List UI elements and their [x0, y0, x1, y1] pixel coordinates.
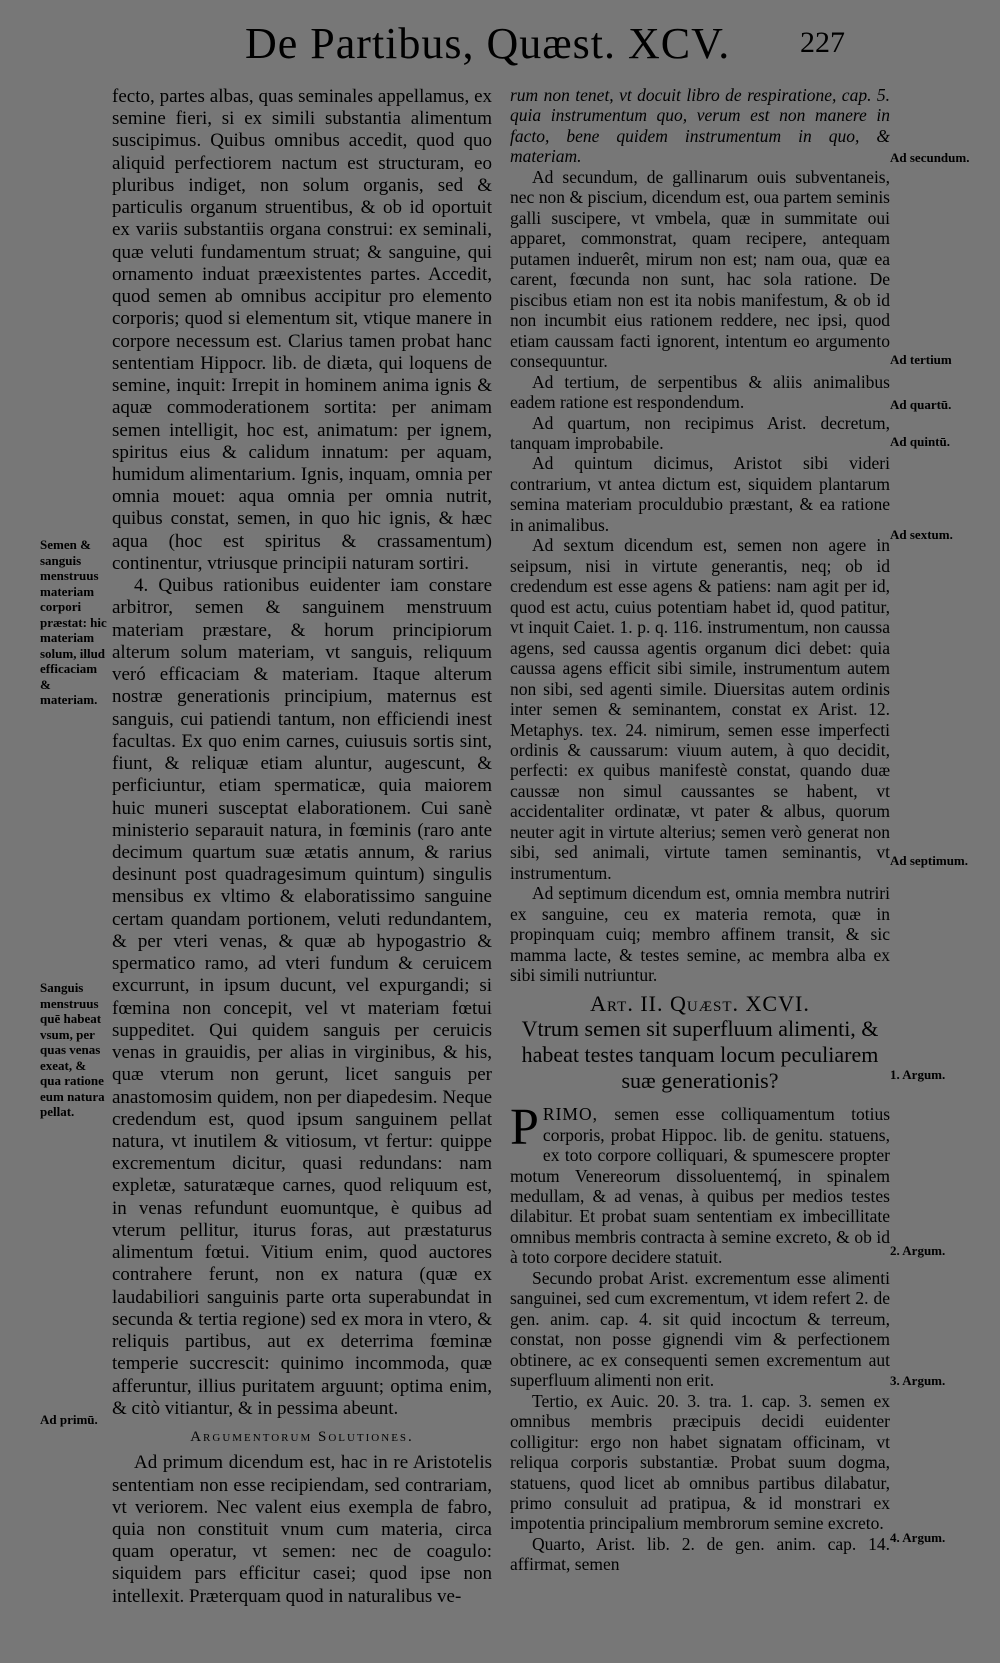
margin-note-right-1: Ad secundum.	[890, 150, 970, 165]
left-paragraph-2: 4. Quibus rationibus euidenter iam constare arbitror, semen & sanguinem menstruum materiam præstare, & horum principiorum alterum solum materiam, vt sanguis, reliquum veró efficaciam & materiam. Itaque alterum nostræ generationis principium, maternus est sanguis, cui patiendi tantum, non efficiendi inest facultas. Ex quo enim carnes, cuiusuis sortis sint, fiunt, & reliquæ etiam aluntur, augescunt, & perficiuntur, etiam spermaticæ, quia maiorem huic muneri susceptat elaborationem. Cui sanè ministerio separauit natura, in fœminis (raro ante decimum quartum suæ ætatis annum, & rarius desinunt post quadragesimum quintum) singulis mensibus ex vltimo & elaboratissimo sanguine certam quandam portionem, veluti redundantem, & per vteri venas, & quæ ab hypogastrio & spermatico ramo, ad vteri fundum & ceruicem excurrunt, in ipsum ducunt, vel expurgandi; si fœmina non concepit, vel vt materiam fœtui suppeditet. Qui quidem sanguis per ceruicis venas in grauidis, per alias in virginibus, & his, quæ vterum non gerunt, licet sanguis per anastomosim quidem, non per diapedesim. Neque credendum est, quod ipsum sanguinem pellat natura, vt inutilem & vitiosum, vt fertur: quippe excrementum dicitur, quasi redundans: nam expletæ, saturatæque carnes, quod reliquum est, in venas refundunt euomuntque, è quibus ad vterum pellitur, iturus foras, aut præstaturus alimentum fœtui. Vitium enim, quod auctores contrahere ferunt, non ex natura (quæ ex laudabiliori sanguinis parte orta superabundat in secunda & tertia regione) sed ex mora in vtero, & reliquis partibus, aut ex deterrima fœminæ temperie succrescit: quinimo incommoda, quæ afferuntur, illius puritatem arguunt; optima enim, & citò vitiantur, & in pessima abeunt.	[112, 575, 492, 1419]
margin-note-right-9: 3. Argum.	[890, 1373, 946, 1388]
question-paragraph-1	[510, 1099, 890, 1268]
article-heading: Art. II. Quæst. XCVI.	[590, 990, 810, 1016]
margin-note-right-4: Ad quintū.	[890, 434, 950, 449]
margin-note-right-8: 2. Argum.	[890, 1243, 946, 1258]
right-paragraph-2: Ad secundum, de gallinarum ouis subventaneis, nec non & piscium, dicendum est, oua partem seminis galli suscipere, vt vmbela, quæ in summitate oui apparet, commonstrat, quam recipere, antequam putamen induerêt, mirum non est; nam oua, quæ ea carent, fœcunda non sunt, hac sola ratione. De piscibus etiam non est ita nobis manifestum, & ob id non incumbit eius rationem reddere, nec ipsi, quod etiam caussam facti ignorent, intentum eo argumento consequuntur.	[510, 166, 890, 372]
question-paragraph-2: Secundo probat Arist. excrementum esse alimenti sanguinei, sed cum excrementum, vt idem refert 2. de gen. anim. cap. 4. sit quid incoctum & terreum, constat, non posse gignendi vim & perfectionem obtinere, ac ex consequenti semen excrementum aut superfluum alimenti non erit.	[510, 1267, 890, 1391]
margin-note-left-2: Sanguis menstruus quē habeat vsum, per quas venas exeat, & qua ratione eum natura pellat.	[40, 980, 105, 1119]
page-header	[0, 18, 1000, 78]
margin-note-right-5: Ad sextum.	[890, 527, 953, 542]
right-paragraph-4: Ad quartum, non recipimus Arist. decretum, tanquam improbabile.	[510, 412, 890, 453]
left-paragraph-1: fecto, partes albas, quas seminales appellamus, ex semine fieri, si ex simili substantia alimentum suscipimus. Quibus omnibus accedit, quod quo aliquid perfectiorem nactum est structuram, eo pluribus indiget, non solum organis, sed & particulis organum struentibus, & ob id oportuit ex variis substantiis organa construi: ex seminali, quæ veluti fundamentum struat; & sanguine, qui ornamento induat præexistentes partes. Accedit, quod semen ab omnibus accipitur pro elemento corporis; quod si elementum sit, vtique manere in corpore necessum est. Clarius tamen probat hanc sententiam Hippocr. lib. de diæta, qui loquens de semine, inquit: Irrepit in hominem anima ignis & aquæ commoderationem sortita: per animam semen intelligit, hoc est, animatum: per ignem, spiritus eius & calidum innatum: per aquam, humidum alimentarium. Ignis, inquam, omnia per omnia mouet: aqua omnia per omnia nutrit, quibus constat, semen, in quo hic ignis, & hæc aqua (hoc est spiritus & crassamentum) continentur, vtriusque principii naturam sortiri.	[112, 86, 492, 574]
margin-note-right-6: Ad septimum.	[890, 853, 969, 868]
margin-note-left-3: Ad primū.	[40, 1412, 98, 1427]
question-paragraph-4: Quarto, Arist. lib. 2. de gen. anim. cap. 14. affirmat, semen	[510, 1533, 890, 1575]
section-heading: Argumentorum Solutiones.	[190, 1429, 414, 1446]
margin-note-right-3: Ad quartū.	[890, 397, 952, 412]
right-paragraph-5: Ad quintum dicimus, Aristot sibi videri contrarium, vt antea dictum est, siquidem plantarum semina materiam proculdubio præstant, & ea ratione in animalibus.	[510, 453, 890, 535]
running-title: De Partibus, Quæst. XCV.	[245, 19, 731, 68]
right-paragraph-7: Ad septimum dicendum est, omnia membra nutriri ex sanguine, ceu ex materia remota, quæ in propinquam cuiq; membro affinem transit, & sic mamma lacte, & testes semine, ac membra alba ex sibi simili nutriuntur.	[510, 883, 890, 986]
question-paragraph-3: Tertio, ex Auic. 20. 3. tra. 1. cap. 3. semen ex omnibus membris præcipuis decidi euidenter colligitur: ergo non habet signatam officinam, vt reliqua corporis substantiæ. Probat suum dogma, statuens, quod licet ab omnibus partibus dilabatur, primo consuluit ad pratipua, & id monstrari ex impotentia principalium membrorum semine excreto.	[510, 1390, 890, 1534]
left-column	[112, 86, 492, 1608]
question-paragraph-1-text: semen esse colliquamentum totius corporis, probat Hippoc. lib. de genitu. statuens, ex toto corpore colliquari, & spumescere propter motum Venereorum dissoluentemq́, in spinalem medullam, & ad venas, à quibus per medios testes dilabitur. Et probat suam sententiam ex imbecillitate omnibus membris contracta à semine excreto, & ob id à toto corpore decidere statuit.	[510, 1104, 890, 1268]
margin-note-right-10: 4. Argum.	[890, 1530, 946, 1545]
right-paragraph-1: rum non tenet, vt docuit libro de respiratione, cap. 5. quia instrumentum quo, verum est non manere in facto, bene quidem instrumentum in quo, & materiam.	[510, 85, 890, 167]
margin-note-left-1: Semen & sanguis menstruus materiam corpori præstat: hic materiam solum, illud efficaciam & materiam.	[40, 537, 107, 707]
page-number: 227	[800, 26, 845, 59]
drop-cap-lead: RIMO,	[542, 1104, 598, 1125]
left-paragraph-3: Ad primum dicendum est, hac in re Aristotelis sententiam non esse recipiendam, sed contrariam, vt veriorem. Nec valent eius exempla de fabro, quia non constituit vnum cum materia, circa quam operatur, vt semen: nec de coagulo: siquidem pars efficitur casei; quod ipse non intellexit. Præterquam quod in naturalibus ve-	[112, 1452, 492, 1607]
drop-cap: P	[510, 1099, 539, 1157]
right-paragraph-6: Ad sextum dicendum est, semen non agere in seipsum, nisi in virtute generantis, neq; ob id credendum est esse agens & patiens: nam agit per id, quod est actu, cuius potentiam habet id, quod patitur, vt inquit Caiet. 1. p. q. 116. instrumentum, non caussa agens, sed caussa agentis organum dici debet: quia caussa agens efficit sibi simile, instrumentum autem non sibi, sed agenti simile. Diuersitas autem ordinis inter semen & seminantem, constat ex Arist. 12. Metaphys. tex. 24. nimirum, semen esse imperfecti ordinis & caussarum: viuum autem, à quo decidit, perfecti: ex quibus manifestè constat, quando duæ caussæ non simul caussantes se habent, vt accidentaliter ordinatæ, vt pater & albus, quorum neuter agit in virtute alterius; semen verò generat non sibi, sed animali, virtute tamen seminantis, vt instrumentum.	[510, 535, 890, 883]
question-title: Vtrum semen sit superfluum alimenti, & habeat testes tanquam locum peculiarem suæ generationis?	[521, 1016, 879, 1094]
right-paragraph-3: Ad tertium, de serpentibus & aliis animalibus eadem ratione est respondendum.	[510, 371, 890, 413]
margin-note-right-2: Ad tertium	[890, 352, 952, 367]
margin-note-right-7: 1. Argum.	[890, 1067, 946, 1082]
right-column	[510, 85, 890, 1575]
